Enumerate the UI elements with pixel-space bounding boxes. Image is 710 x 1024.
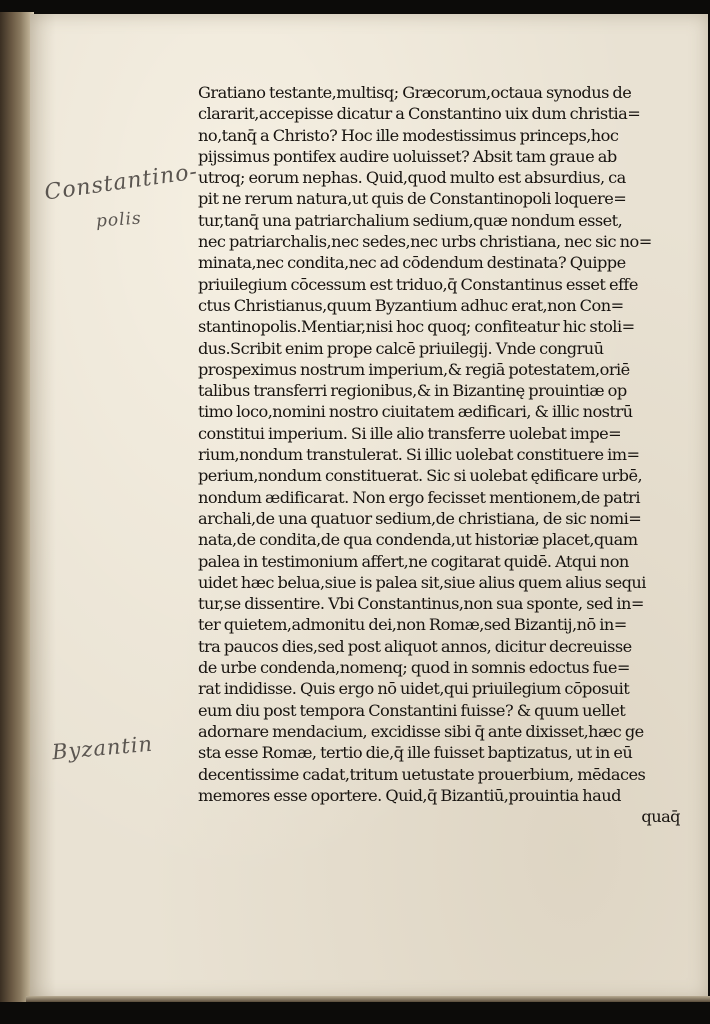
text-line: palea in testimonium affert,ne cogitarat quidē. Atqui non <box>198 551 629 571</box>
text-line: no,tanq̄ a Christo? Hoc ille modestissimus princeps,hoc <box>198 125 619 145</box>
margin-note-constantinopolis-line-2: polis <box>95 208 143 232</box>
text-line: priuilegium cōcessum est triduo,q̄ Constantinus esset effe <box>198 274 638 294</box>
text-line: nec patriarchalis,nec sedes,nec urbs christiana, nec sic no= <box>198 232 652 252</box>
text-line: nata,de condita,de qua condenda,ut historiæ placet,quam <box>198 530 638 550</box>
text-line: tur,tanq̄ una patriarchalium sedium,quæ nondum esset, <box>198 210 623 230</box>
text-line: tra paucos dies,sed post aliquot annos, dicitur decreuisse <box>198 636 632 656</box>
text-line: perium,nondum constituerat. Sic si uolebat ędificare urbē, <box>198 466 643 486</box>
text-line: utroq; eorum nephas. Quid,quod multo est absurdius, ca <box>198 168 626 188</box>
text-line: rium,nondum transtulerat. Si illic uolebat constituere im= <box>198 445 640 465</box>
text-line: stantinopolis.Mentiar,nisi hoc quoq; confiteatur hic stoli= <box>198 317 635 337</box>
text-line: Gratiano testante,multisq; Græcorum,octaua synodus de <box>198 83 632 102</box>
text-line: pit ne rerum natura,ut quis de Constantinopoli loquere= <box>198 189 627 209</box>
text-line: talibus transferri regionibus,& in Bizantinę prouintiæ op <box>198 381 627 401</box>
body-text-block <box>198 82 680 827</box>
text-line: tur,se dissentire. Vbi Constantinus,non sua sponte, sed in= <box>198 594 644 614</box>
text-line: ter quietem,admonitu dei,non Romæ,sed Bizantij,nō in= <box>198 615 627 635</box>
page-bottom-edge <box>26 996 710 1002</box>
text-line: timo loco,nomini nostro ciuitatem ædificari, & illic nostrū <box>198 402 633 422</box>
text-line: adornare mendacium, excidisse sibi q̄ ante dixisset,hæc ge <box>198 721 644 741</box>
text-line: nondum ædificarat. Non ergo fecisset mentionem,de patri <box>198 487 640 507</box>
text-line: sta esse Romæ, tertio die,q̄ ille fuisset baptizatus, ut in eū <box>198 743 633 763</box>
text-line: archali,de una quatuor sedium,de christiana, de sic nomi= <box>198 508 642 528</box>
catchword: quaq̄ <box>641 807 680 827</box>
text-line: constitui imperium. Si ille alio transferre uolebat impe= <box>198 423 622 443</box>
text-line: ctus Christianus,quum Byzantium adhuc erat,non Con= <box>198 295 624 315</box>
text-line: rat indidisse. Quis ergo nō uidet,qui priuilegium cōposuit <box>198 679 630 699</box>
text-line: uidet hæc belua,siue is palea sit,siue alius quem alius sequi <box>198 572 646 592</box>
text-line: memores esse oportere. Quid,q̄ Bizantiū,prouintia haud <box>198 785 621 805</box>
text-line: dus.Scribit enim prope calcē priuilegij. Vnde congruū <box>198 338 604 358</box>
text-line: pijssimus pontifex audire uoluisset? Absit tam graue ab <box>198 146 617 166</box>
text-line: eum diu post tempora Constantini fuisse? & quum uellet <box>198 700 626 720</box>
text-line: prospeximus nostrum imperium,& regiā potestatem,oriē <box>198 359 630 379</box>
book-binding-edge <box>0 12 34 1002</box>
text-line: de urbe condenda,nomenq; quod in somnis edoctus fue= <box>198 658 630 678</box>
margin-note-constantinopolis-line-1: Constantino- <box>43 159 200 206</box>
text-line: decentissime cadat,tritum uetustate prouerbium, mēdaces <box>198 764 646 784</box>
margin-note-byzantium: Byzantin <box>51 731 154 765</box>
text-line: clararit,accepisse dicatur a Constantino uix dum christia= <box>198 104 641 124</box>
text-line: minata,nec condita,nec ad cōdendum destinata? Quippe <box>198 253 626 273</box>
